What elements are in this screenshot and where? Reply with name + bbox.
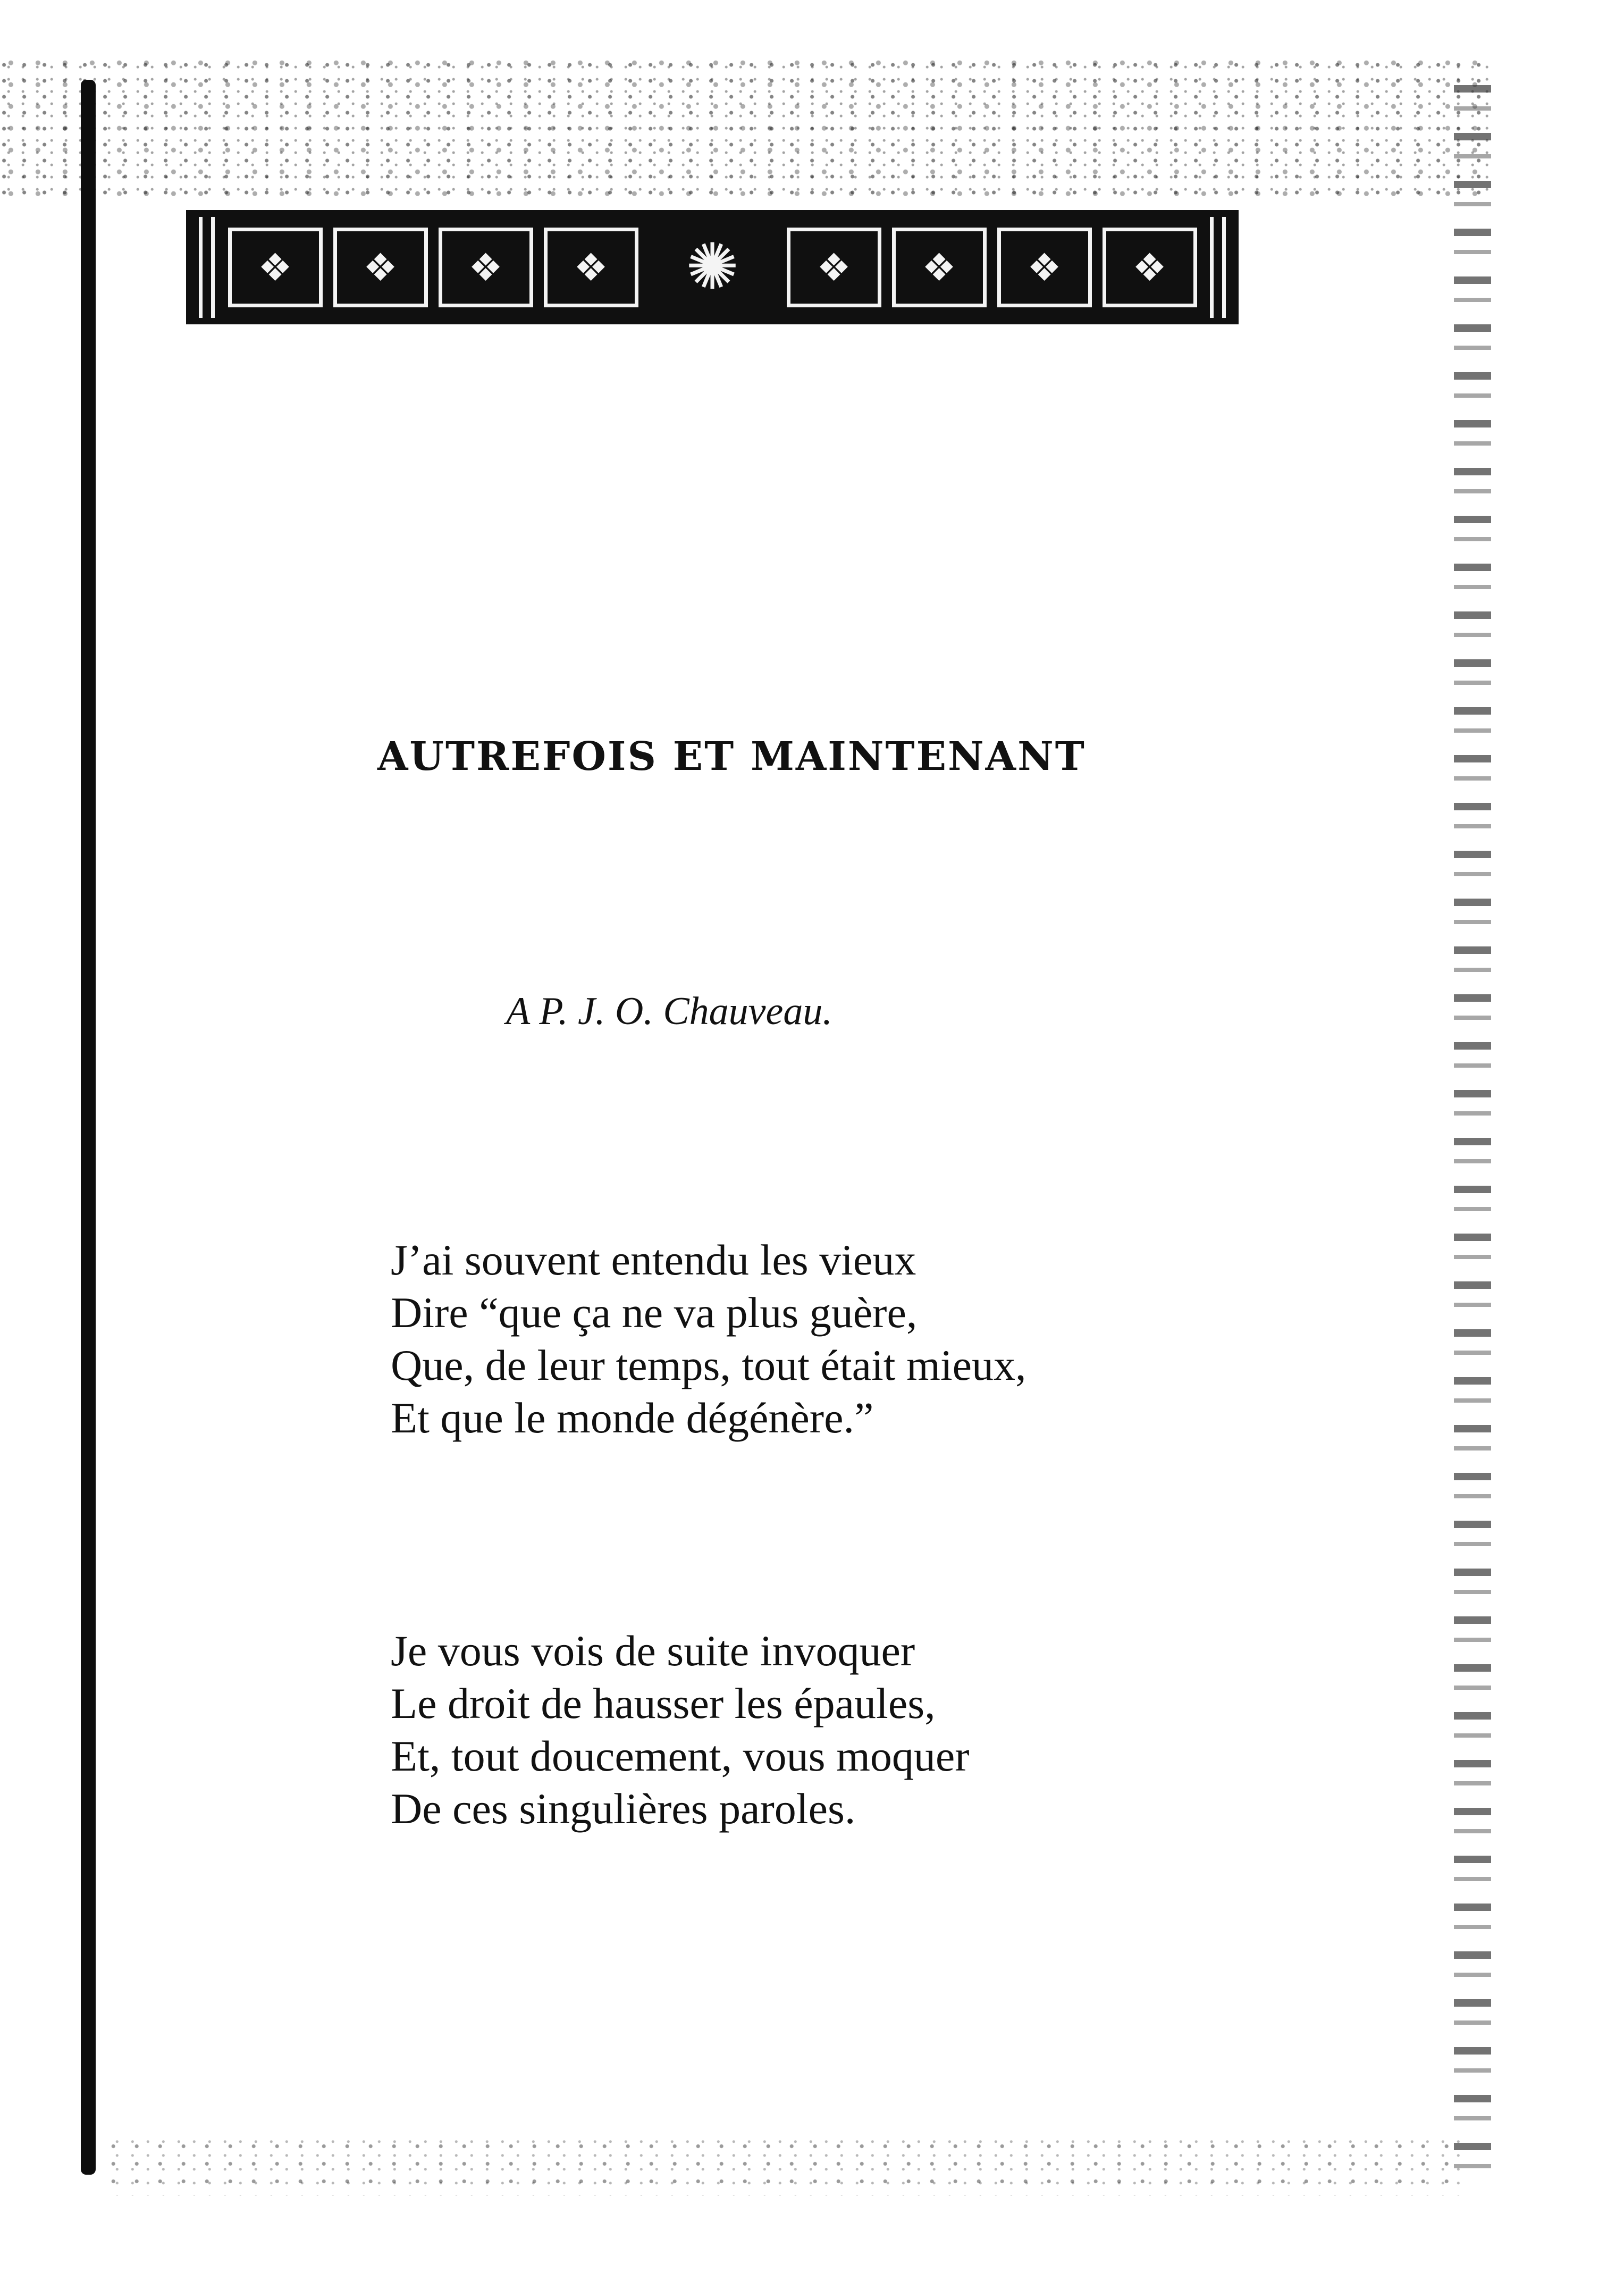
poem-dedication: A P. J. O. Chauveau. bbox=[506, 990, 832, 1033]
ornament-tile-icon: ❖ bbox=[333, 228, 428, 307]
verse-line: Et que le monde dégénère.” bbox=[391, 1394, 874, 1442]
ornament-center-icon: ✺ bbox=[685, 230, 739, 304]
binding-edge-shadow bbox=[81, 80, 96, 2175]
headpiece-end-right bbox=[1210, 217, 1226, 318]
decorative-headpiece-icon bbox=[186, 210, 1239, 324]
ornament-tile-icon: ❖ bbox=[228, 228, 323, 307]
verse-line: Dire “que ça ne va plus guère, bbox=[391, 1288, 918, 1337]
headpiece-right-tiles bbox=[787, 228, 1197, 307]
verse-line: Que, de leur temps, tout était mieux, bbox=[391, 1341, 1026, 1389]
verse-line: Et, tout doucement, vous moquer bbox=[391, 1732, 970, 1780]
ornament-tile-icon: ❖ bbox=[997, 228, 1092, 307]
verse-line: De ces singulières paroles. bbox=[391, 1784, 856, 1833]
page-edge-shadow bbox=[1454, 85, 1491, 2169]
headpiece-left-tiles bbox=[228, 228, 638, 307]
verse-line: Je vous vois de suite invoquer bbox=[391, 1626, 915, 1675]
ornament-tile-icon: ❖ bbox=[892, 228, 987, 307]
stanza-2 bbox=[391, 1624, 970, 1835]
scan-noise-top bbox=[0, 58, 1488, 197]
stanza-1 bbox=[391, 1234, 1026, 1444]
verse-line: J’ai souvent entendu les vieux bbox=[391, 1236, 916, 1284]
ornament-tile-icon: ❖ bbox=[439, 228, 533, 307]
ornament-tile-icon: ❖ bbox=[787, 228, 881, 307]
headpiece-end-left bbox=[199, 217, 215, 318]
verse-line: Le droit de hausser les épaules, bbox=[391, 1679, 936, 1728]
scan-noise-bottom bbox=[106, 2137, 1462, 2196]
ornament-tile-icon: ❖ bbox=[544, 228, 638, 307]
poem-title: AUTREFOIS ET MAINTENANT bbox=[377, 734, 1086, 779]
ornament-tile-icon: ❖ bbox=[1103, 228, 1197, 307]
